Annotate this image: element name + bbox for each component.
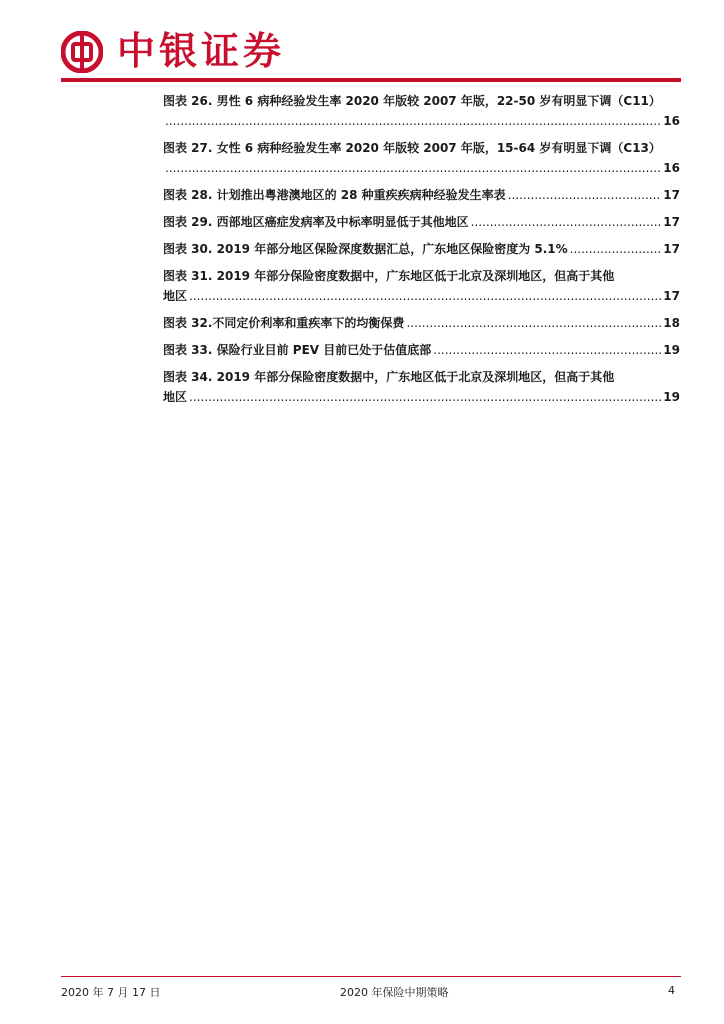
figure-index [163,92,680,415]
toc-entry-label: 图表 32.不同定价利率和重疾率下的均衡保费 [163,316,405,330]
leader-dots [471,213,662,232]
brand-name: 中银证券 [117,28,286,73]
toc-entry-label: 图表 33. 保险行业目前 PEV 目前已处于估值底部 [163,343,432,357]
toc-entry-page: 19 [663,390,680,404]
toc-entry[interactable] [163,314,680,333]
toc-entry[interactable] [163,240,680,259]
toc-entry-label-continuation: 地区 [163,390,188,404]
toc-entry[interactable] [163,213,680,232]
toc-entry-page: 16 [663,161,680,175]
bank-of-china-logo [61,31,103,73]
leader-dots [165,112,661,131]
toc-entry-label: 图表 28. 计划推出粤港澳地区的 28 种重疾疾病种经验发生率表 [163,188,506,202]
toc-entry-label: 图表 27. 女性 6 病种经验发生率 2020 年版较 2007 年版，15-64 岁有明显下调（C13） [163,141,661,155]
leader-dots [189,388,661,407]
leader-dots [165,159,661,178]
footer-divider [61,976,681,977]
leader-dots [433,341,661,360]
toc-entry-label: 图表 26. 男性 6 病种经验发生率 2020 年版较 2007 年版，22-50 岁有明显下调（C11） [163,94,661,108]
leader-dots [570,240,662,259]
toc-entry[interactable] [163,92,680,131]
footer-title: 2020 年保险中期策略 [340,986,449,999]
toc-entry-label: 图表 30. 2019 年部分地区保险深度数据汇总，广东地区保险密度为 5.1% [163,242,568,256]
page-header [0,0,724,90]
toc-entry-label: 图表 34. 2019 年部分保险密度数据中，广东地区低于北京及深圳地区，但高于其他 [163,370,615,384]
toc-entry-page: 16 [663,114,680,128]
toc-entry[interactable] [163,139,680,178]
toc-entry[interactable] [163,186,680,205]
toc-entry-page: 17 [663,242,680,256]
toc-entry-page: 17 [663,289,680,303]
toc-entry-page: 17 [663,215,680,229]
toc-entry-page: 18 [663,316,680,330]
leader-dots [406,314,661,333]
header-divider [61,78,681,82]
toc-entry[interactable] [163,368,680,407]
leader-dots [508,186,662,205]
toc-entry-page: 19 [663,343,680,357]
toc-entry-page: 17 [663,188,680,202]
leader-dots [189,287,661,306]
toc-entry-label-continuation: 地区 [163,289,188,303]
toc-entry[interactable] [163,341,680,360]
footer-date: 2020 年 7 月 17 日 [61,986,161,999]
footer-page-number: 4 [668,984,675,997]
toc-entry[interactable] [163,267,680,306]
toc-entry-label: 图表 31. 2019 年部分保险密度数据中，广东地区低于北京及深圳地区，但高于其他 [163,269,615,283]
toc-entry-label: 图表 29. 西部地区癌症发病率及中标率明显低于其他地区 [163,215,469,229]
